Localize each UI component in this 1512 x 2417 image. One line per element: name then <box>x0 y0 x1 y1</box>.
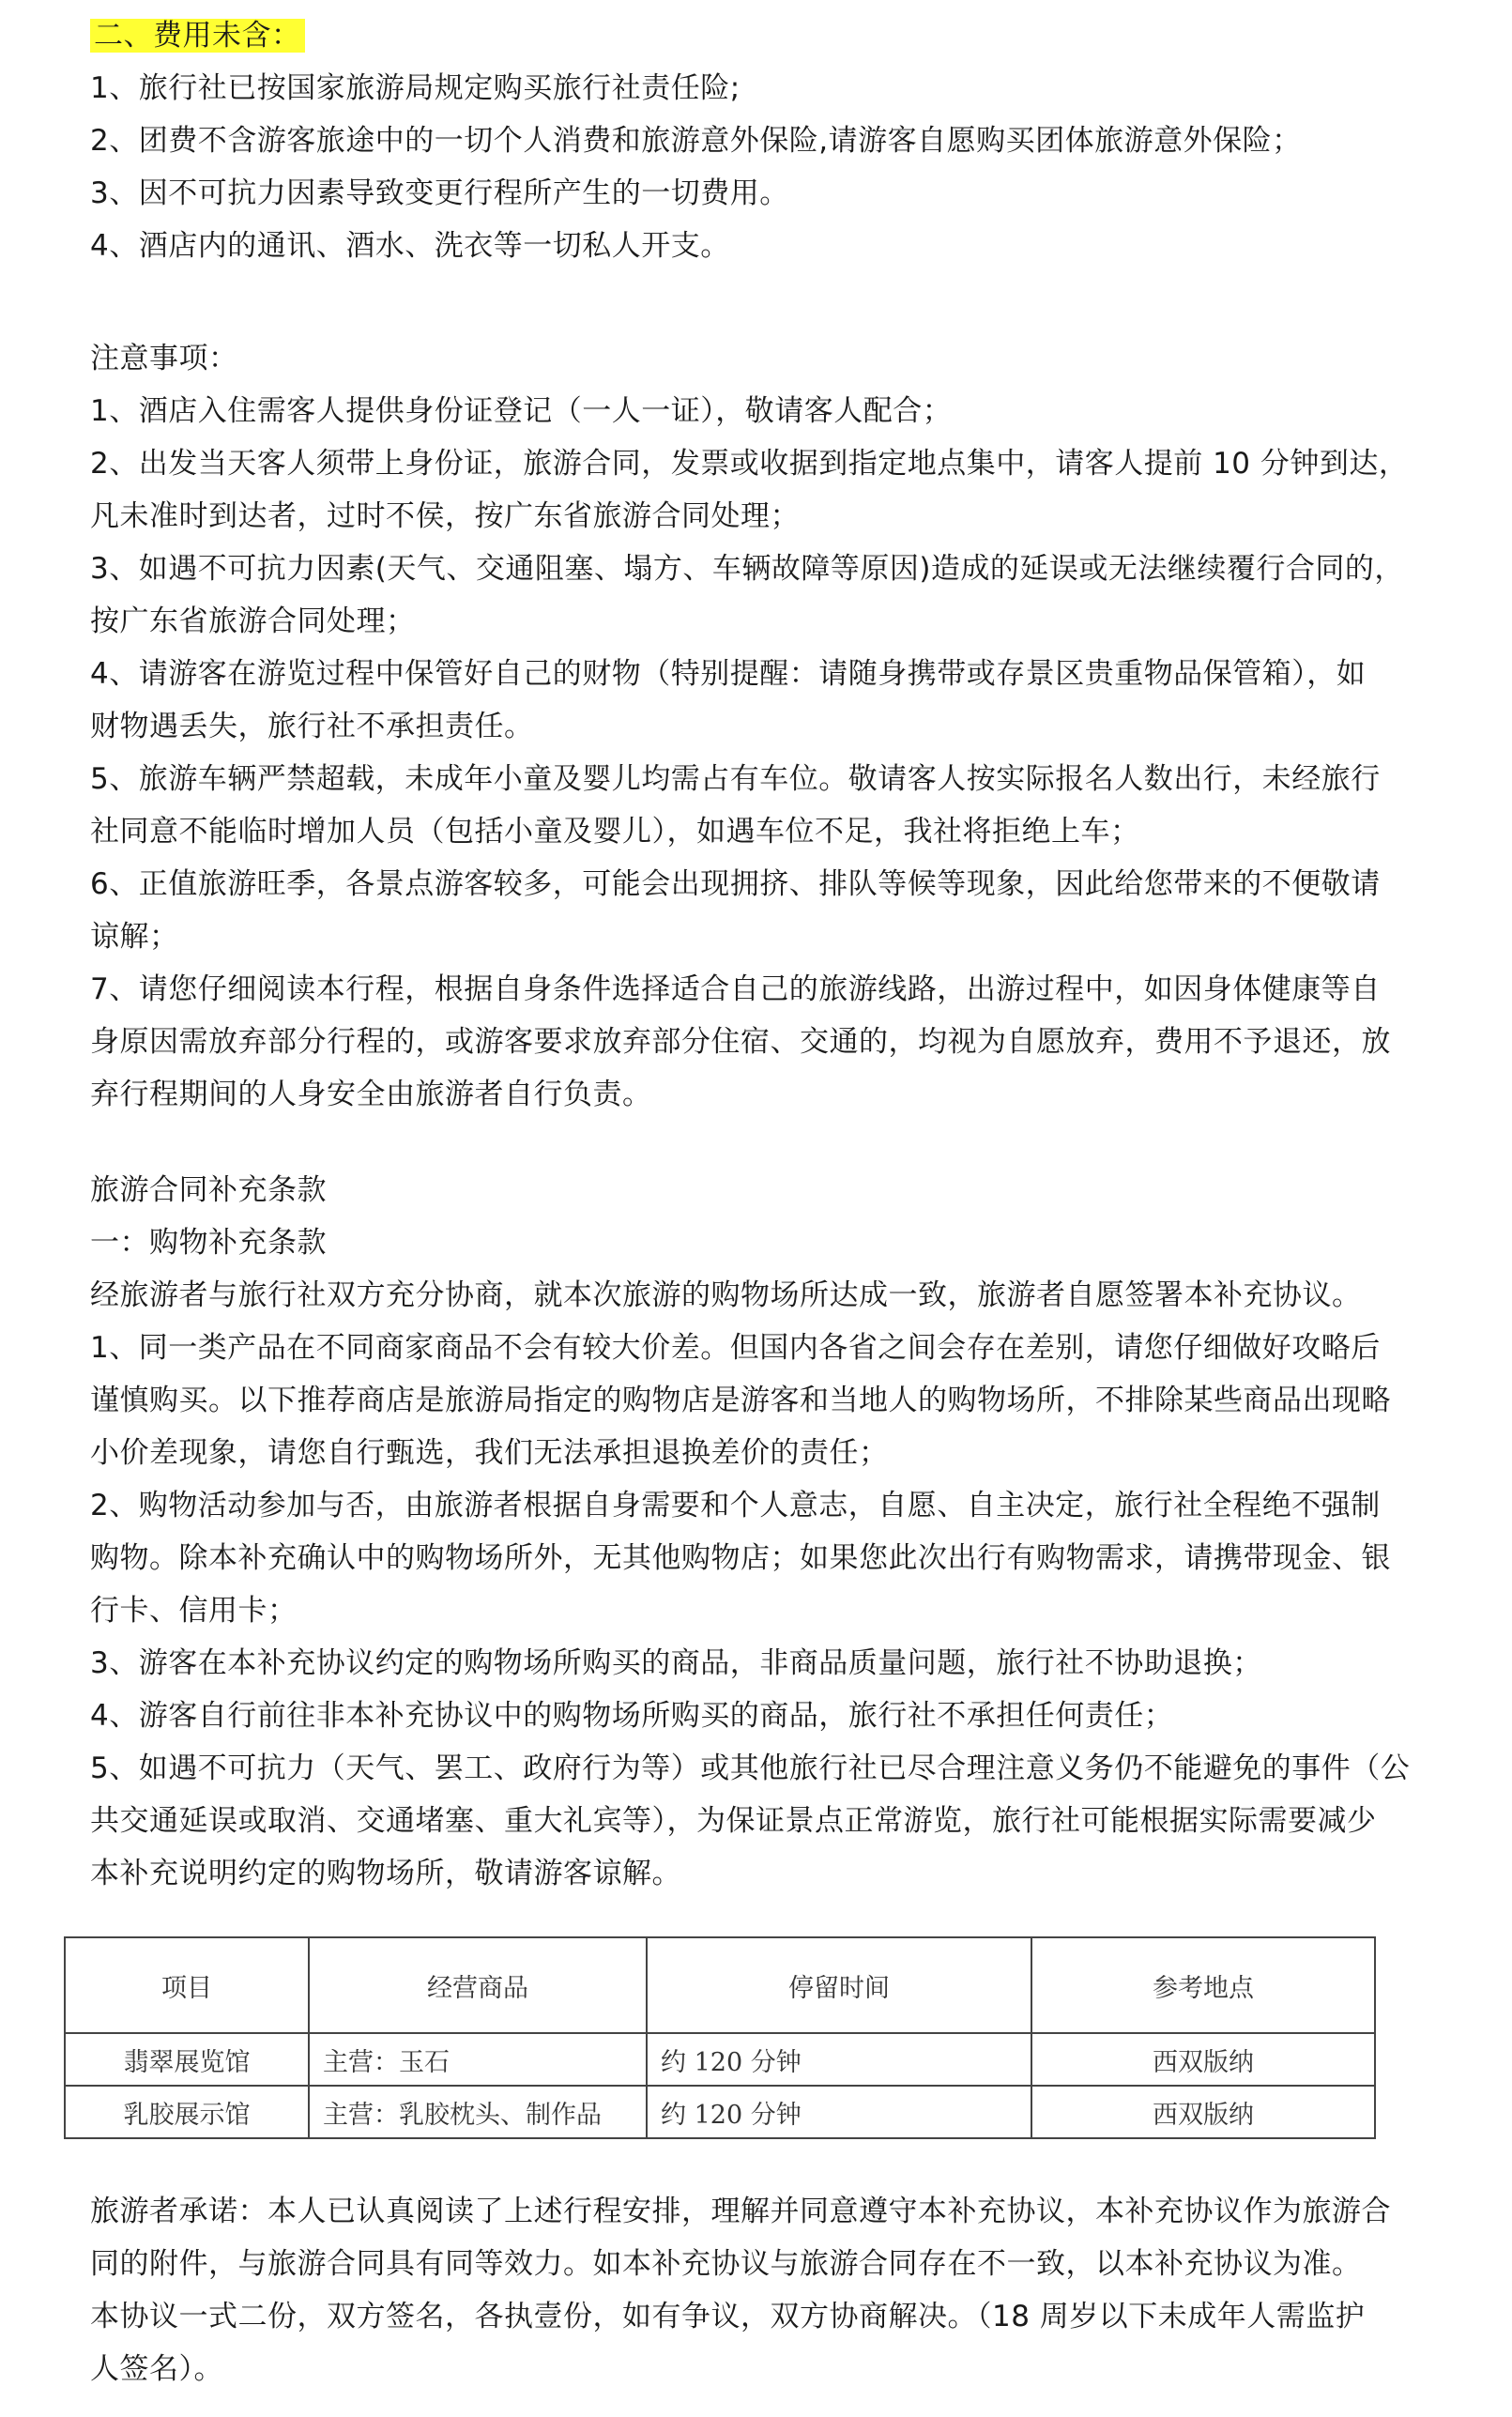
supplement-line: 3、游客在本补充协议约定的购物场所购买的商品，非商品质量问题，旅行社不协助退换； <box>90 1646 1262 1680</box>
note-line: 按广东省旅游合同处理； <box>90 604 416 638</box>
table-cell: 西双版纳 <box>1031 2086 1375 2138</box>
supplement-line: 5、如遇不可抗力（天气、罢工、政府行为等）或其他旅行社已尽合理注意义务仍不能避免的事件（公 <box>90 1752 1411 1785</box>
supplement-line: 经旅游者与旅行社双方充分协商，就本次旅游的购物场所达成一致，旅游者自愿签署本补充协议。 <box>90 1278 1362 1312</box>
column-header: 经营商品 <box>309 1937 647 2033</box>
note-line: 4、请游客在游览过程中保管好自己的财物（特别提醒：请随身携带或存景区贵重物品保管箱），如 <box>90 657 1367 691</box>
supplement-line: 行卡、信用卡； <box>90 1594 298 1628</box>
note-line: 3、如遇不可抗力因素(天气、交通阻塞、塌方、车辆故障等原因)造成的延误或无法继续覆行合同的， <box>90 552 1404 586</box>
table-row <box>65 2033 1375 2086</box>
supplement-title: 旅游合同补充条款 <box>90 1173 327 1207</box>
note-line: 身原因需放弃部分行程的，或游客要求放弃部分住宿、交通的，均视为自愿放弃，费用不予退还，放 <box>90 1025 1391 1059</box>
column-header: 项目 <box>65 1937 309 2033</box>
column-header: 停留时间 <box>647 1937 1031 2033</box>
supplement-line: 2、购物活动参加与否，由旅游者根据自身需要和个人意志，自愿、自主决定，旅行社全程绝不强制 <box>90 1489 1381 1522</box>
section-heading-fees-excluded <box>90 9 1432 62</box>
supplement-line: 小价差现象，请您自行甄选，我们无法承担退换差价的责任； <box>90 1436 889 1470</box>
table-cell: 翡翠展览馆 <box>65 2033 309 2086</box>
supplement-line: 谨慎购买。以下推荐商店是旅游局指定的购物店是游客和当地人的购物场所，不排除某些商品出现略 <box>90 1384 1391 1417</box>
table-cell: 主营：玉石 <box>309 2033 647 2086</box>
table-cell: 西双版纳 <box>1031 2033 1375 2086</box>
supplement-line: 本补充说明约定的购物场所，敬请游客谅解。 <box>90 1857 681 1890</box>
table-cell: 约 120 分钟 <box>647 2086 1031 2138</box>
table-cell: 乳胶展示馆 <box>65 2086 309 2138</box>
shopping-venues-table <box>64 1936 1376 2139</box>
note-line: 7、请您仔细阅读本行程，根据自身条件选择适合自己的旅游线路，出游过程中，如因身体健康等自 <box>90 972 1381 1006</box>
pledge-line: 人签名）。 <box>90 2352 223 2386</box>
note-line: 1、酒店入住需客人提供身份证登记（一人一证），敬请客人配合； <box>90 394 953 428</box>
pledge-line: 旅游者承诺：本人已认真阅读了上述行程安排，理解并同意遵守本补充协议，本补充协议作为旅游合 <box>90 2195 1391 2228</box>
fee-item: 4、酒店内的通讯、酒水、洗衣等一切私人开支。 <box>90 229 730 263</box>
note-line: 弃行程期间的人身安全由旅游者自行负责。 <box>90 1078 652 1111</box>
fee-item: 2、团费不含游客旅途中的一切个人消费和旅游意外保险,请游客自愿购买团体旅游意外保险； <box>90 124 1302 158</box>
note-line: 财物遇丢失，旅行社不承担责任。 <box>90 710 534 743</box>
notes-heading: 注意事项： <box>90 342 238 375</box>
pledge-line: 同的附件，与旅游合同具有同等效力。如本补充协议与旅游合同存在不一致，以本补充协议为准。 <box>90 2247 1362 2281</box>
column-header: 参考地点 <box>1031 1937 1375 2033</box>
note-line: 谅解； <box>90 920 179 954</box>
table-row <box>65 2086 1375 2138</box>
supplement-subtitle: 一：购物补充条款 <box>90 1226 327 1260</box>
table-header-row <box>65 1937 1375 2033</box>
supplement-line: 1、同一类产品在不同商家商品不会有较大价差。但国内各省之间会存在差别，请您仔细做好攻略后 <box>90 1331 1381 1365</box>
fee-item: 1、旅行社已按国家旅游局规定购买旅行社责任险; <box>90 71 741 105</box>
supplement-line: 共交通延误或取消、交通堵塞、重大礼宾等），为保证景点正常游览，旅行社可能根据实际需要减少 <box>90 1804 1377 1838</box>
table-cell: 主营：乳胶枕头、制作品 <box>309 2086 647 2138</box>
supplement-line: 购物。除本补充确认中的购物场所外，无其他购物店；如果您此次出行有购物需求，请携带现金、银 <box>90 1541 1391 1575</box>
supplement-line: 4、游客自行前往非本补充协议中的购物场所购买的商品，旅行社不承担任何责任； <box>90 1699 1174 1733</box>
fee-item: 3、因不可抗力因素导致变更行程所产生的一切费用。 <box>90 176 789 210</box>
note-line: 凡未准时到达者，过时不侯，按广东省旅游合同处理； <box>90 499 800 533</box>
note-line: 社同意不能临时增加人员（包括小童及婴儿），如遇车位不足，我社将拒绝上车； <box>90 815 1140 849</box>
highlighted-heading: 二、费用未含： <box>90 19 305 53</box>
note-line: 6、正值旅游旺季，各景点游客较多，可能会出现拥挤、排队等候等现象，因此给您带来的不便敬请 <box>90 867 1381 901</box>
table-cell: 约 120 分钟 <box>647 2033 1031 2086</box>
note-line: 2、出发当天客人须带上身份证，旅游合同，发票或收据到指定地点集中，请客人提前 10 分钟到达， <box>90 447 1409 481</box>
pledge-line: 本协议一式二份，双方签名，各执壹份，如有争议，双方协商解决。（18 周岁以下未成年人需监护 <box>90 2300 1366 2333</box>
note-line: 5、旅游车辆严禁超载，未成年小童及婴儿均需占有车位。敬请客人按实际报名人数出行，未经旅行 <box>90 762 1381 796</box>
